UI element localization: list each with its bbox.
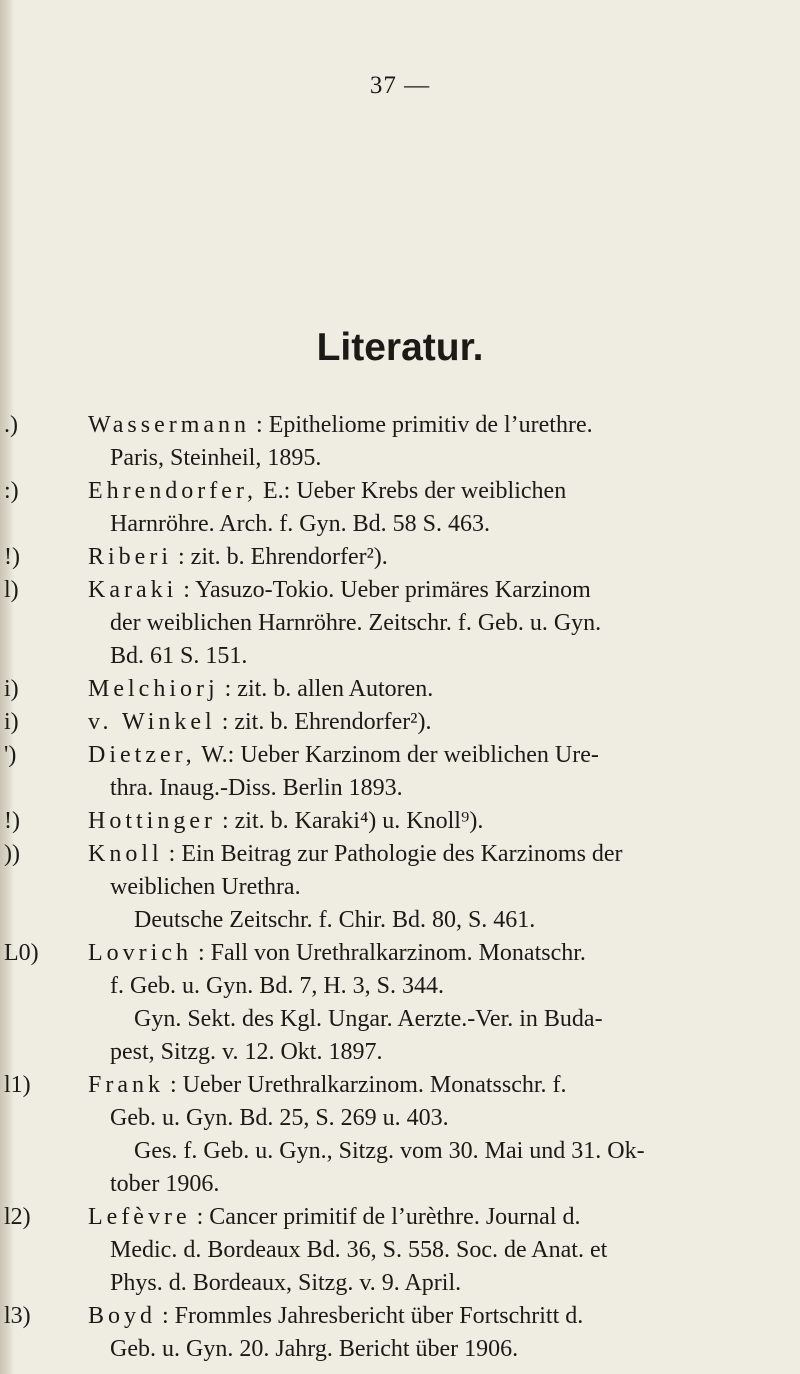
reference-text: der weiblichen Harnröhre. Zeitschr. f. Geb. u. Gyn. — [110, 610, 602, 636]
reference-text: Deutsche Zeitschr. f. Chir. Bd. 80, S. 461. — [134, 907, 536, 933]
reference-text: pest, Sitzg. v. 12. Okt. 1897. — [110, 1039, 383, 1065]
reference-author: Boyd — [88, 1303, 157, 1329]
reference-text: : Cancer primitif de l’urèthre. Journal d. — [196, 1204, 581, 1230]
reference-number: :) — [4, 478, 19, 504]
reference-author: Hottinger — [88, 808, 216, 834]
reference-number: l2) — [4, 1204, 31, 1230]
reference-number: )) — [4, 841, 20, 867]
reference-text: f. Geb. u. Gyn. Bd. 7, H. 3, S. 344. — [110, 973, 444, 999]
reference-item — [0, 739, 780, 805]
reference-text: : Fall von Urethralkarzinom. Monatschr. — [197, 940, 586, 966]
reference-text: : zit. b. Ehrendorfer²). — [221, 709, 432, 735]
reference-text: W.: Ueber Karzinom der weiblichen Ure- — [201, 742, 599, 768]
reference-item — [0, 1201, 780, 1300]
reference-author: Wassermann — [88, 412, 251, 438]
page-number: 37 — — [369, 72, 431, 99]
reference-author: Lovrich — [88, 940, 192, 966]
reference-text: thra. Inaug.-Diss. Berlin 1893. — [110, 775, 403, 801]
reference-item — [0, 937, 780, 1069]
reference-text: : Ueber Urethralkarzinom. Monatsschr. f. — [170, 1072, 567, 1098]
reference-text: : Frommles Jahresbericht über Fortschritt d. — [162, 1303, 584, 1329]
reference-text: Gyn. Sekt. des Kgl. Ungar. Aerzte.-Ver. in Buda- — [134, 1006, 603, 1032]
reference-text: : Ein Beitrag zur Pathologie des Karzinoms der — [168, 841, 623, 867]
reference-author: Melchiorj — [88, 676, 219, 702]
reference-text: Medic. d. Bordeaux Bd. 36, S. 558. Soc. de Anat. et — [110, 1237, 608, 1263]
reference-item — [0, 1300, 780, 1366]
reference-item — [0, 475, 780, 541]
reference-item — [0, 838, 780, 937]
reference-number: L0) — [4, 940, 39, 966]
reference-item — [0, 1069, 780, 1201]
reference-author: Frank — [88, 1072, 164, 1098]
reference-number: l) — [4, 577, 19, 603]
reference-author: Ehrendorfer, — [88, 478, 257, 504]
reference-text: : Yasuzo-Tokio. Ueber primäres Karzinom — [183, 577, 591, 603]
reference-text: tober 1906. — [110, 1171, 220, 1197]
reference-number: i) — [4, 676, 19, 702]
reference-item — [0, 541, 780, 574]
reference-text: Bd. 61 S. 151. — [110, 643, 248, 669]
reference-author: Riberi — [88, 544, 172, 570]
reference-text: Geb. u. Gyn. 20. Jahrg. Bericht über 1906. — [110, 1336, 519, 1362]
reference-text: weiblichen Urethra. — [110, 874, 301, 900]
reference-item — [0, 673, 780, 706]
reference-author: Knoll — [88, 841, 163, 867]
reference-number: !) — [4, 544, 20, 570]
reference-number: ') — [4, 742, 17, 768]
page-title: Literatur. — [316, 326, 484, 369]
reference-text: Phys. d. Bordeaux, Sitzg. v. 9. April. — [110, 1270, 462, 1296]
reference-text: Ges. f. Geb. u. Gyn., Sitzg. vom 30. Mai und 31. Ok- — [134, 1138, 645, 1164]
reference-item — [0, 409, 780, 475]
reference-text: : Epitheliome primitiv de l’urethre. — [256, 412, 593, 438]
reference-author: Lefèvre — [88, 1204, 191, 1230]
reference-text: : zit. b. allen Autoren. — [224, 676, 434, 702]
reference-author: Karaki — [88, 577, 178, 603]
reference-number: l1) — [4, 1072, 31, 1098]
reference-author: Dietzer, — [88, 742, 196, 768]
reference-text: Geb. u. Gyn. Bd. 25, S. 269 u. 403. — [110, 1105, 449, 1131]
reference-text: Harnröhre. Arch. f. Gyn. Bd. 58 S. 463. — [110, 511, 490, 537]
reference-item — [0, 574, 780, 673]
reference-number: .) — [4, 412, 18, 438]
reference-text: : zit. b. Karaki⁴) u. Knoll⁹). — [221, 808, 484, 834]
reference-text: E.: Ueber Krebs der weiblichen — [262, 478, 567, 504]
reference-author: v. Winkel — [88, 709, 216, 735]
reference-list — [0, 409, 780, 1366]
reference-number: !) — [4, 808, 20, 834]
reference-item — [0, 805, 780, 838]
reference-number: l3) — [4, 1303, 31, 1329]
reference-number: i) — [4, 709, 19, 735]
reference-text: Paris, Steinheil, 1895. — [110, 445, 322, 471]
reference-text: : zit. b. Ehrendorfer²). — [178, 544, 388, 570]
reference-item — [0, 706, 780, 739]
